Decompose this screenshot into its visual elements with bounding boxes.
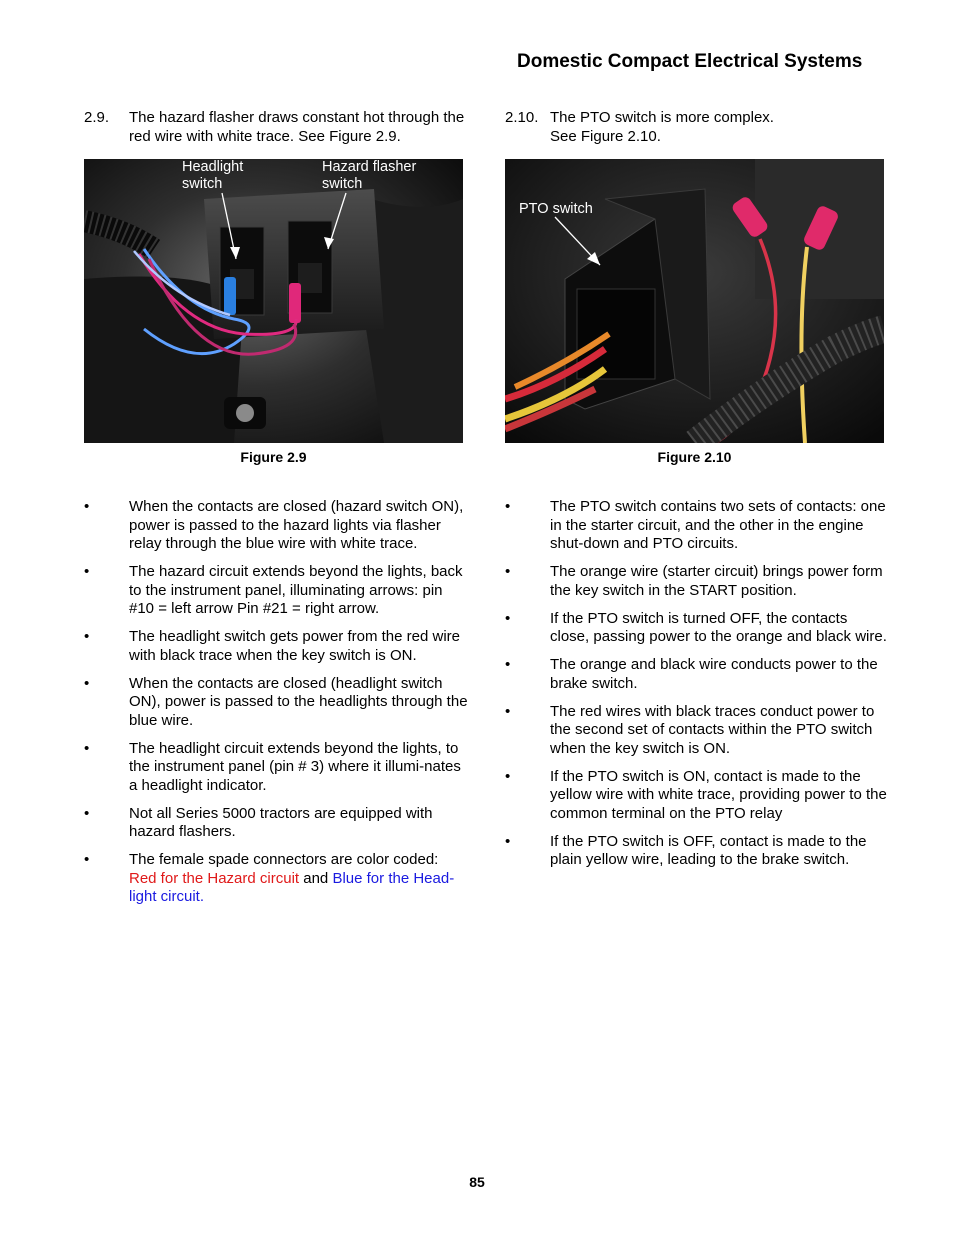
list-item: • The orange wire (starter circuit) brings power form the key switch in the START position. [505,563,883,599]
list-item: • When the contacts are closed (headlight switch ON), power is passed to the headlights through the blue wire. [84,674,468,729]
pto-switch-label: PTO switch [519,201,593,217]
list-item: • The headlight switch gets power from the red wire with black trace when the key switch is ON. [84,628,460,664]
bullet-icon: • [505,498,511,515]
bullet-icon: • [505,656,511,673]
headlight-color-text: Blue for the Head-light circuit. [129,869,455,905]
figure-2-9-photo [84,159,463,443]
list-item: • If the PTO switch is OFF, contact is made to the plain yellow wire, leading to the brake switch. [505,832,867,868]
page-number: 85 [469,1174,485,1190]
bullet-icon: • [505,767,511,785]
list-item: • When the contacts are closed (hazard switch ON), power is passed to the hazard lights via flasher relay through the blue wire with white trace. [84,498,464,552]
bullet-icon: • [84,674,90,692]
bullet-icon: • [505,702,511,720]
bullet-icon: • [84,804,90,822]
left-bullet-list [84,498,469,916]
bullet-icon: • [84,563,90,580]
step-number: 2.10. [505,109,539,126]
bullet-icon: • [84,498,90,515]
bullet-icon: • [84,628,90,645]
list-item: • The orange and black wire conducts power to the brake switch. [505,656,878,692]
list-item: • Not all Series 5000 tractors are equipped with hazard flashers. [84,804,433,840]
hazard-color-text: Red for the Hazard circuit [129,869,300,887]
right-bullet-list [505,498,890,879]
step-number: 2.9. [84,109,110,126]
list-item: • The red wires with black traces conduct power to the second set of contacts within the PTO switch when the key switch is ON. [505,702,875,757]
page-header-title: Domestic Compact Electrical Systems [517,51,863,72]
hazard-flasher-switch-label: Hazard flasher switch [322,159,417,192]
bullet-icon: • [505,563,511,580]
step-text: The hazard flasher draws constant hot through the red wire with white trace. See Figure 2.9. [129,109,465,145]
figure-2-10-caption: Figure 2.10 [657,449,732,465]
list-item-color-code: • The female spade connectors are color coded: Red for the Hazard circuit and Blue for the Head-light circuit. [84,851,455,905]
bullet-icon: • [505,832,511,850]
bullet-icon: • [505,609,511,627]
bullet-icon: • [84,851,90,868]
bullet-icon: • [84,739,90,757]
list-item: • The headlight circuit extends beyond the lights, to the instrument panel (pin # 3) where it illumi-nates a headlight indicator. [84,739,461,794]
list-item: • If the PTO switch is ON, contact is made to the yellow wire with white trace, providing power to the common terminal on the PTO relay [505,767,887,822]
list-item: • The PTO switch contains two sets of contacts: one in the starter circuit, and the other in the engine shut-down and PTO circuits. [505,498,886,552]
headlight-switch-label: Headlight switch [182,159,244,192]
figure-2-10-photo [505,159,884,443]
list-item: • If the PTO switch is turned OFF, the contacts close, passing power to the orange and black wire. [505,609,887,645]
step-text: The PTO switch is more complex. See Figure 2.10. [550,109,774,145]
figure-2-9-caption: Figure 2.9 [240,449,307,465]
list-item: • The hazard circuit extends beyond the lights, back to the instrument panel, illuminating arrows: pin #10 = left arrow Pin #21 = right arrow. [84,563,463,617]
